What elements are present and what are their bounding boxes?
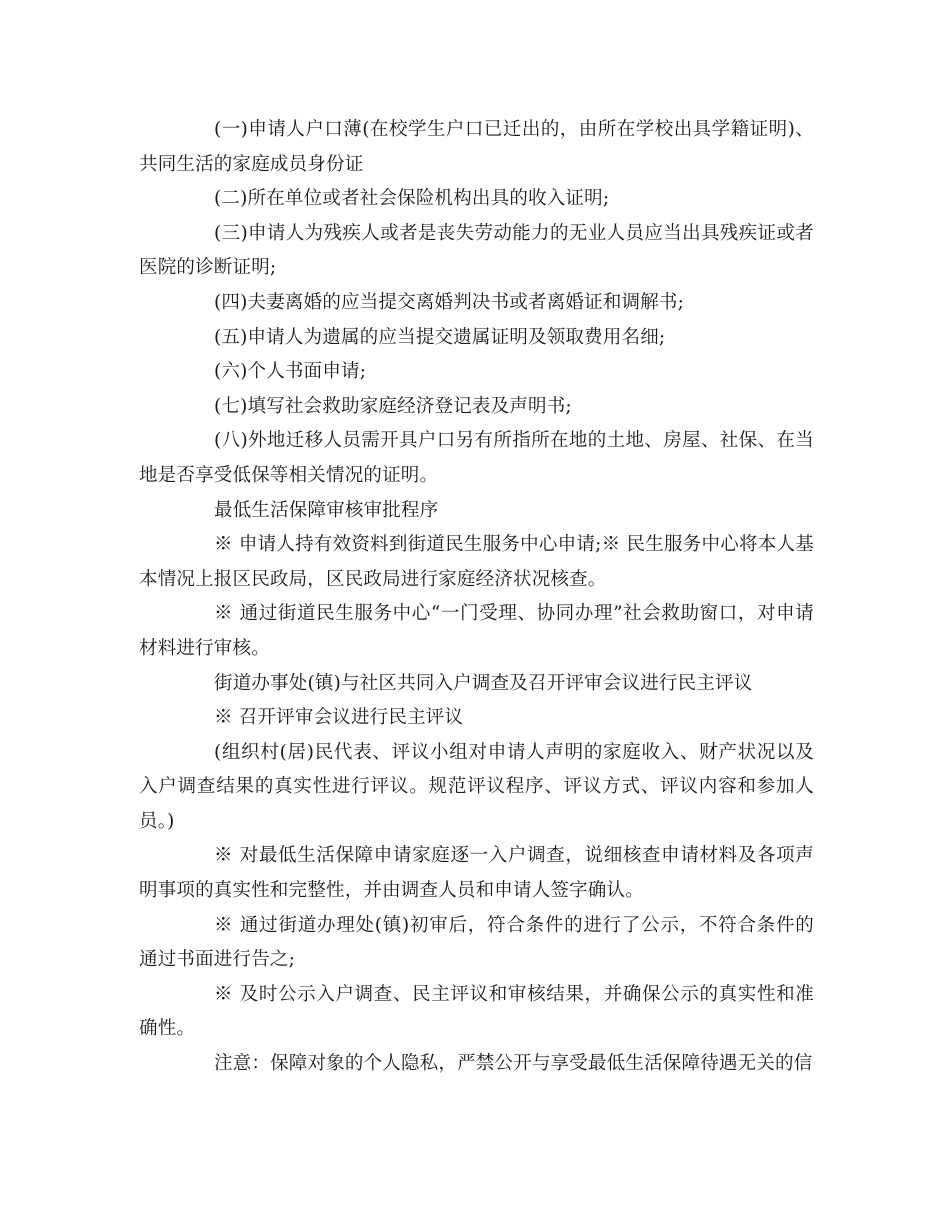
paragraph-survivor-proof: (五)申请人为遗属的应当提交遗属证明及领取费用名细;	[214, 326, 666, 348]
paragraph-registration-form: (七)填写社会救助家庭经济登记表及声明书;	[214, 395, 572, 417]
paragraph-household-register: (一)申请人户口薄(在校学生户口已迁出的，由所在学校出具学籍证明)、共同生活的家庭成员身份证	[139, 119, 814, 175]
paragraph-review-meeting: ※ 召开评审会议进行民主评议	[214, 707, 464, 729]
paragraph-written-application: (六)个人书面申请;	[214, 361, 367, 383]
paragraph-income-proof: (二)所在单位或者社会保险机构出具的收入证明;	[214, 188, 610, 210]
paragraph-disability-proof: (三)申请人为残疾人或者是丧失劳动能力的无业人员应当出具残疾证或者医院的诊断证明;	[139, 222, 814, 279]
section-heading-household-survey: 街道办事处(镇)与社区共同入户调查及召开评审会议进行民主评议	[214, 672, 753, 694]
paragraph-evaluation-details: (组织村(居)民代表、评议小组对申请人声明的家庭收入、财产状况以及入户调查结果的真实性进行评议。规范评议程序、评议方式、评议内容和参加人员。)	[139, 741, 814, 832]
paragraph-public-announcement: ※ 及时公示入户调查、民主评议和审核结果，并确保公示的真实性和准确性。	[139, 983, 814, 1040]
document-page	[139, 113, 814, 1082]
paragraph-window-review: ※ 通过街道民生服务中心“一门受理、协同办理”社会救助窗口，对申请材料进行审核。	[139, 603, 814, 659]
paragraph-household-investigation: ※ 对最低生活保障申请家庭逐一入户调查，说细核查申请材料及各项声明事项的真实性和完整性，并由调查人员和申请人签字确认。	[139, 845, 814, 902]
paragraph-submit-application: ※ 申请人持有效资料到街道民生服务中心申请;※ 民生服务中心将本人基本情况上报区民政局，区民政局进行家庭经济状况核查。	[139, 534, 814, 590]
paragraph-preliminary-review: ※ 通过街道办理处(镇)初审后，符合条件的进行了公示，不符合条件的通过书面进行告之;	[139, 914, 814, 971]
paragraph-privacy-note: 注意：保障对象的个人隐私，严禁公开与享受最低生活保障待遇无关的信	[214, 1053, 813, 1075]
section-heading-review-procedure: 最低生活保障审核审批程序	[214, 499, 439, 521]
paragraph-relocated-persons: (八)外地迁移人员需开具户口另有所指所在地的土地、房屋、社保、在当地是否享受低保等相关情况的证明。	[139, 430, 814, 486]
paragraph-divorce-documents: (四)夫妻离婚的应当提交离婚判决书或者离婚证和调解书;	[214, 291, 685, 313]
